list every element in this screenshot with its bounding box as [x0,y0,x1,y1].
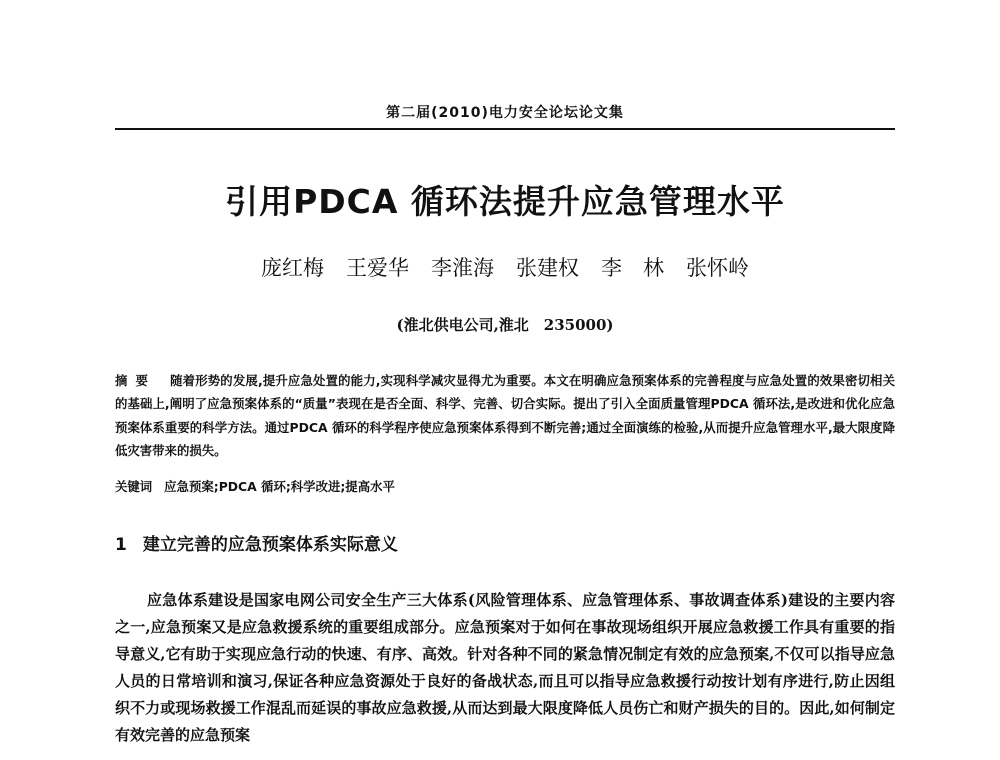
keywords [115,476,895,498]
author: 李 林 [601,256,664,280]
author-list [115,254,895,282]
body-paragraph: 应急体系建设是国家电网公司安全生产三大体系(风险管理体系、应急管理体系、事故调查体系)建设的主要内容之一,应急预案又是应急救援系统的重要组成部分。应急预案对于如何在事故现场组织开展应急救援工作具有重要的指导意义,它有助于实现应急行动的快速、有序、高效。针对各种不同的紧急情况制定有效的应急预案,不仅可以指导应急人员的日常培训和演习,保证各种应急资源处于良好的备战状态,而且可以指导应急救援行动按计划有序进行,防止因组织不力或现场救援工作混乱而延误的事故应急救援,从而达到最大限度降低人员伤亡和财产损失的目的。因此,如何制定有效完善的应急预案 [115,591,895,744]
author: 张建权 [516,256,579,280]
header-rule [115,128,895,130]
author: 张怀岭 [686,256,749,280]
author: 庞红梅 [261,256,324,280]
section-number: 1 [115,535,127,555]
abstract-label: 摘要 [115,373,157,388]
running-header: 第二届(2010)电力安全论坛论文集 [386,105,624,121]
paper-title: 引用PDCA 循环法提升应急管理水平 [225,182,785,221]
section-heading [115,532,895,558]
keywords-text: 应急预案;PDCA 循环;科学改进;提高水平 [164,479,395,494]
section-title: 建立完善的应急预案体系实际意义 [142,535,398,555]
abstract-text: 随着形势的发展,提升应急处置的能力,实现科学减灾显得尤为重要。本文在明确应急预案体系的完善程度与应急处置的效果密切相关的基础上,阐明了应急预案体系的“质量”表现在是否全面、科学、完善、切合实际。提出了引入全面质量管理PDCA 循环法,是改进和优化应急预案体系重要的科学方法。通过PDCA 循环的科学程序使应急预案体系得到不断完善;通过全面演练的检验,从而提升应急管理水平,最大限度降低灾害带来的损失。 [115,373,896,458]
abstract [115,369,895,462]
author: 王爱华 [346,256,409,280]
author: 李淮海 [431,256,494,280]
keywords-label: 关键词 [115,479,153,494]
affiliation: (淮北供电公司,淮北 235000) [396,316,614,334]
